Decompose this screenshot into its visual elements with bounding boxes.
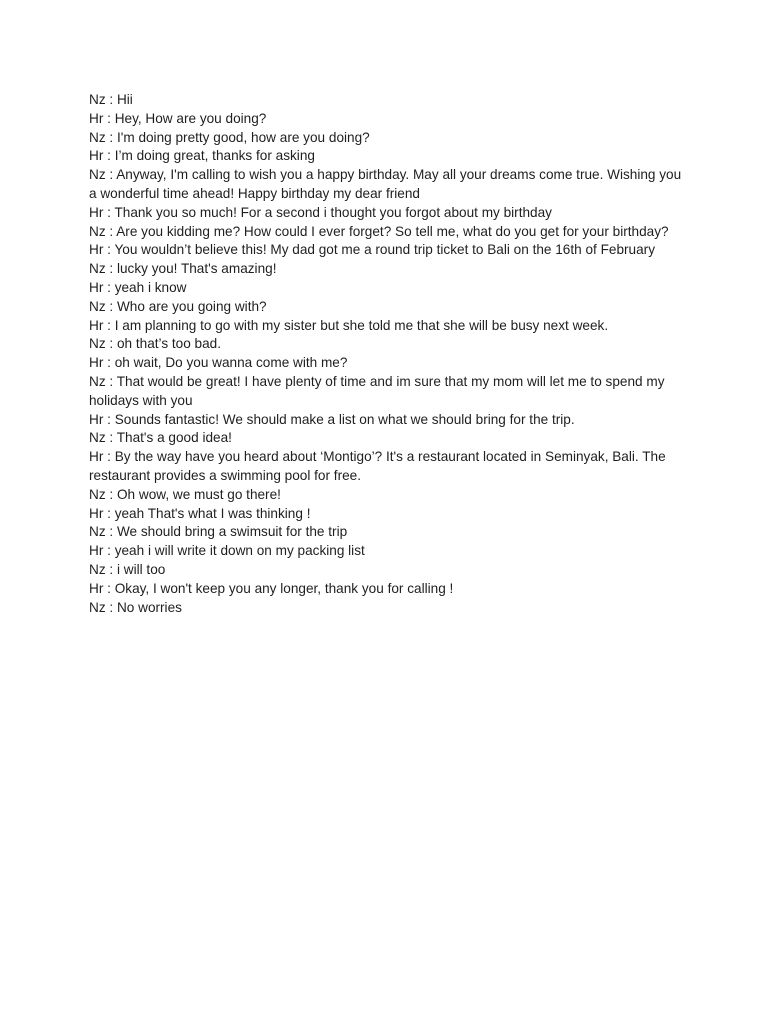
dialogue-line: Hr : You wouldn’t believe this! My dad got me a round trip ticket to Bali on the 16th of February <box>89 242 655 258</box>
dialogue-text: You wouldn’t believe this! My dad got me a round trip ticket to Bali on the 16th of February <box>114 242 655 258</box>
dialogue-line: Nz : Are you kidding me? How could I ever forget? So tell me, what do you get for your birthday? <box>89 223 669 239</box>
speaker-label: Nz <box>89 599 106 615</box>
dialogue-text: We should bring a swimsuit for the trip <box>116 524 348 540</box>
dialogue-line: Hr : Hey, How are you doing? <box>89 110 267 126</box>
dialogue-line: Nz : lucky you! That's amazing! <box>89 261 277 277</box>
dialogue-transcript <box>89 91 689 617</box>
speaker-label: Nz <box>89 430 106 446</box>
speaker-label: Hr <box>89 411 104 427</box>
dialogue-line: Nz : Who are you going with? <box>89 298 267 314</box>
speaker-label: Hr <box>89 355 104 371</box>
speaker-label: Hr <box>89 580 104 596</box>
dialogue-line: Nz : We should bring a swimsuit for the trip <box>89 524 348 540</box>
dialogue-line: Hr : Thank you so much! For a second i thought you forgot about my birthday <box>89 204 552 220</box>
dialogue-line: Nz : i will too <box>89 561 166 577</box>
dialogue-line: Hr : yeah That's what I was thinking ! <box>89 505 311 521</box>
dialogue-text: Hey, How are you doing? <box>114 110 267 126</box>
speaker-label: Hr <box>89 148 104 164</box>
speaker-label: Nz <box>89 561 106 577</box>
speaker-label: Nz <box>89 373 106 389</box>
dialogue-line: Hr : yeah i will write it down on my packing list <box>89 543 365 559</box>
dialogue-text: Oh wow, we must go there! <box>116 486 281 502</box>
dialogue-text: oh that’s too bad. <box>116 336 222 352</box>
dialogue-line: Nz : That's a good idea! <box>89 430 232 446</box>
speaker-label: Nz <box>89 261 106 277</box>
dialogue-text: I’m doing great, thanks for asking <box>114 148 315 164</box>
dialogue-text: I'm doing pretty good, how are you doing? <box>116 129 370 145</box>
dialogue-text: Thank you so much! For a second i thought you forgot about my birthday <box>114 204 552 220</box>
speaker-label: Nz <box>89 298 106 314</box>
dialogue-line: Nz : Anyway, I'm calling to wish you a happy birthday. May all your dreams come true. Wishing you a wonderful time ahead! Happy birthday my dear friend <box>89 167 682 201</box>
speaker-label: Hr <box>89 317 104 333</box>
dialogue-text: I am planning to go with my sister but she told me that she will be busy next week. <box>114 317 609 333</box>
speaker-label: Nz <box>89 92 106 107</box>
speaker-label: Hr <box>89 242 104 258</box>
dialogue-text: Who are you going with? <box>116 298 267 314</box>
dialogue-line: Nz : Hii <box>89 92 133 107</box>
dialogue-line: Hr : yeah i know <box>89 279 187 295</box>
dialogue-text: yeah i will write it down on my packing list <box>114 543 365 559</box>
speaker-label: Hr <box>89 449 104 465</box>
speaker-label: Nz <box>89 336 106 352</box>
dialogue-line: Nz : Oh wow, we must go there! <box>89 486 281 502</box>
dialogue-text: No worries <box>116 599 182 615</box>
speaker-label: Hr <box>89 505 104 521</box>
speaker-label: Hr <box>89 204 104 220</box>
speaker-label: Nz <box>89 167 106 183</box>
dialogue-text: oh wait, Do you wanna come with me? <box>114 355 348 371</box>
dialogue-line: Hr : I’m doing great, thanks for asking <box>89 148 315 164</box>
dialogue-line: Hr : Okay, I won't keep you any longer, thank you for calling ! <box>89 580 454 596</box>
dialogue-line: Nz : oh that’s too bad. <box>89 336 222 352</box>
speaker-label: Hr <box>89 279 104 295</box>
dialogue-text: That would be great! I have plenty of time and im sure that my mom will let me to spend my holidays with you <box>89 373 665 408</box>
dialogue-text: lucky you! That's amazing! <box>116 261 277 277</box>
speaker-label: Hr <box>89 110 104 126</box>
dialogue-text: i will too <box>116 561 166 577</box>
dialogue-text: By the way have you heard about ‘Montigo’? It's a restaurant located in Seminyak, Bali. The restaurant provides a swimming pool for free. <box>89 449 666 483</box>
dialogue-line: Hr : By the way have you heard about ‘Montigo’? It's a restaurant located in Seminyak, Bali. The restaurant provides a swimming pool for free. <box>89 449 666 483</box>
dialogue-line: Hr : Sounds fantastic! We should make a list on what we should bring for the trip. <box>89 411 575 427</box>
dialogue-text: yeah i know <box>114 279 187 295</box>
speaker-label: Nz <box>89 223 106 239</box>
dialogue-text: That's a good idea! <box>116 430 232 446</box>
dialogue-line: Hr : oh wait, Do you wanna come with me? <box>89 355 348 371</box>
dialogue-line: Nz : That would be great! I have plenty of time and im sure that my mom will let me to spend my holidays with you <box>89 373 665 408</box>
dialogue-text: Hii <box>116 92 133 107</box>
speaker-label: Nz <box>89 129 106 145</box>
dialogue-text: Anyway, I'm calling to wish you a happy birthday. May all your dreams come true. Wishing you a wonderful time ahead! Happy birthday my dear friend <box>89 167 682 201</box>
speaker-label: Nz <box>89 486 106 502</box>
dialogue-text: Are you kidding me? How could I ever forget? So tell me, what do you get for your birthday? <box>116 223 669 239</box>
dialogue-text: Okay, I won't keep you any longer, thank you for calling ! <box>114 580 454 596</box>
dialogue-line: Nz : I'm doing pretty good, how are you doing? <box>89 129 370 145</box>
dialogue-text: Sounds fantastic! We should make a list on what we should bring for the trip. <box>114 411 575 427</box>
speaker-label: Nz <box>89 524 106 540</box>
dialogue-line: Hr : I am planning to go with my sister but she told me that she will be busy next week. <box>89 317 609 333</box>
speaker-label: Hr <box>89 543 104 559</box>
dialogue-line: Nz : No worries <box>89 599 182 615</box>
dialogue-text: yeah That's what I was thinking ! <box>114 505 311 521</box>
